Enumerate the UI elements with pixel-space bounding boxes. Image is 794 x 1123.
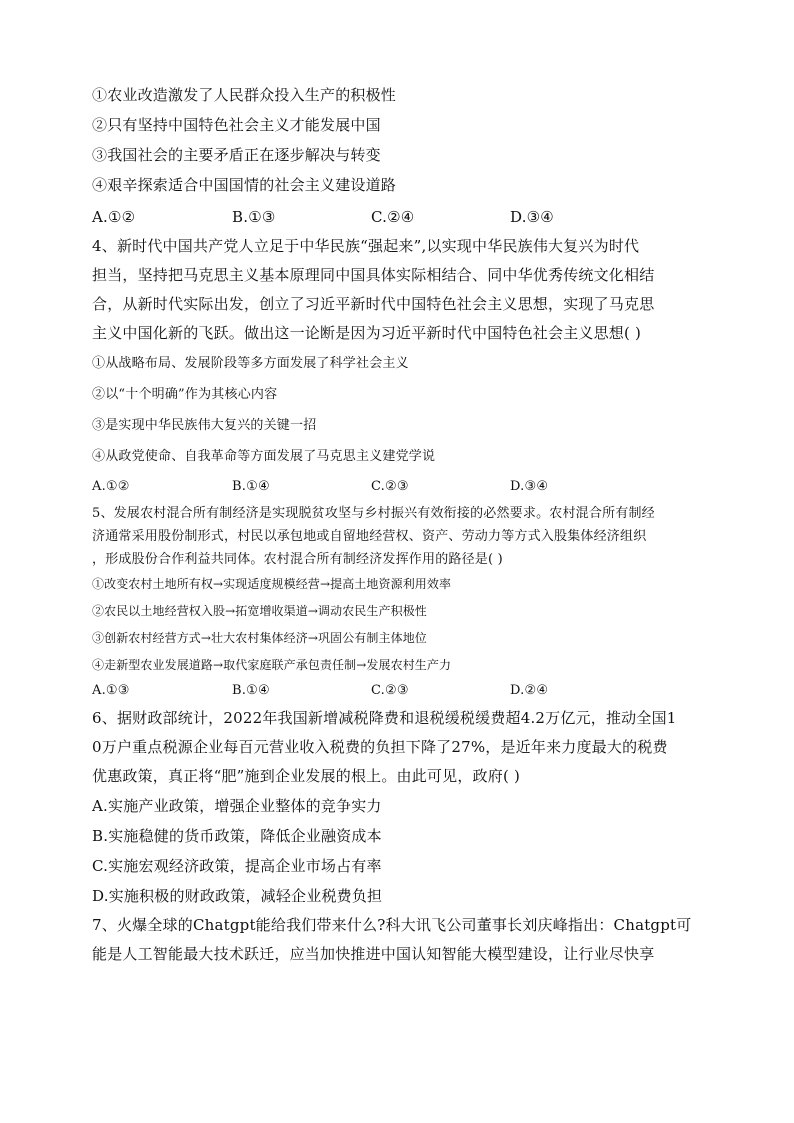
q4-option-c: C.②③	[371, 479, 409, 494]
q5-option-b: B.①④	[232, 683, 270, 698]
q4-item-3: ③是实现中华民族伟大复兴的关键一招	[92, 418, 317, 433]
q7-stem-line: 能是人工智能最大技术跃迁，应当加快推进中国认知智能大模型建设，让行业尽快享	[92, 945, 655, 963]
q5-option-a: A.①③	[92, 683, 130, 698]
q4-stem	[92, 239, 704, 341]
q3-option-b: B.①③	[232, 208, 276, 226]
q3-item-3: ③我国社会的主要矛盾正在逐步解决与转变	[92, 146, 381, 164]
q4-item-1: ①从战略布局、发展阶段等多方面发展了科学社会主义	[92, 356, 409, 371]
q4-option-d: D.③④	[510, 479, 549, 494]
q5-item-1: ①改变农村土地所有权→实现适度规模经营→提高土地资源利用效率	[92, 577, 452, 591]
q5-stem-line: ，形成股份合作利益共同体。农村混合所有制经济发挥作用的路径是( )	[92, 552, 503, 567]
q6-option-a: A.实施产业政策，增强企业整体的竞争实力	[92, 797, 382, 815]
q5-item-3: ③创新农村经营方式→壮大农村集体经济→巩固公有制主体地位	[92, 631, 427, 645]
q4-item-2: ②以“十个明确”作为其核心内容	[92, 387, 278, 402]
q5-options	[92, 683, 704, 701]
q3-options	[92, 208, 704, 226]
q3-option-a: A.①②	[92, 208, 136, 226]
q6-stem-line: 优惠政策，真正将“肥”施到企业发展的根上。由此可见，政府( )	[92, 767, 521, 785]
q5-stem-line: 济通常采用股份制形式，村民以承包地或自留地经营权、资产、劳动力等方式入股集体经济组织	[92, 529, 647, 544]
q7-stem	[92, 918, 704, 962]
q3-item-1: ①农业改造激发了人民群众投入生产的积极性	[92, 86, 397, 104]
q3-item-4: ④艰辛探索适合中国国情的社会主义建设道路	[92, 176, 397, 194]
q4-option-b: B.①④	[232, 479, 270, 494]
q6-option-b: B.实施稳健的货币政策，降低企业融资成本	[92, 827, 382, 845]
q6-options	[92, 799, 704, 904]
q4-stem-line: 4、新时代中国共产党人立足于中华民族“强起来”,以实现中华民族伟大复兴为时代	[92, 237, 640, 255]
q4-stem-line: 合，从新时代实际出发，创立了习近平新时代中国特色社会主义思想，实现了马克思	[92, 295, 655, 313]
q4-item-4: ④从政党使命、自我革命等方面发展了马克思主义建党学说	[92, 449, 436, 464]
q6-stem	[92, 711, 704, 784]
document-page	[92, 88, 704, 962]
q3-items	[92, 88, 704, 193]
q5-item-4: ④走新型农业发展道路→取代家庭联产承包责任制→发展农村生产力	[92, 658, 452, 672]
q5-items	[92, 578, 704, 671]
q3-option-d: D.③④	[510, 208, 554, 226]
q4-stem-line: 主义中国化新的飞跃。做出这一论断是因为习近平新时代中国特色社会主义思想( )	[92, 324, 642, 342]
q4-stem-line: 担当，坚持把马克思主义基本原理同中国具体实际相结合、同中华优秀传统文化相结	[92, 266, 655, 284]
q3-item-2: ②只有坚持中国特色社会主义才能发展中国	[92, 116, 381, 134]
q5-option-d: D.②④	[510, 683, 549, 698]
q6-option-c: C.实施宏观经济政策，提高企业市场占有率	[92, 857, 382, 875]
q6-stem-line: 6、据财政部统计，2022年我国新增减税降费和退税缓税缓费超4.2万亿元，推动全国1	[92, 709, 677, 727]
q7-stem-line: 7、火爆全球的Chatgpt能给我们带来什么?科大讯飞公司董事长刘庆峰指出：Chatgpt可	[92, 916, 692, 934]
q5-option-c: C.②③	[371, 683, 409, 698]
q3-option-c: C.②④	[371, 208, 415, 226]
q4-options	[92, 479, 704, 497]
q5-stem	[92, 507, 704, 566]
q4-option-a: A.①②	[92, 479, 130, 494]
q4-items	[92, 357, 704, 463]
q5-stem-line: 5、发展农村混合所有制经济是实现脱贫攻坚与乡村振兴有效衔接的必然要求。农村混合所有制经	[92, 506, 655, 521]
q6-stem-line: 0万户重点税源企业每百元营业收入税费的负担下降了27%，是近年来力度最大的税费	[92, 738, 668, 756]
q5-item-2: ②农民以土地经营权入股→拓宽增收渠道→调动农民生产积极性	[92, 604, 427, 618]
q6-option-d: D.实施积极的财政政策，减轻企业税费负担	[92, 887, 383, 905]
